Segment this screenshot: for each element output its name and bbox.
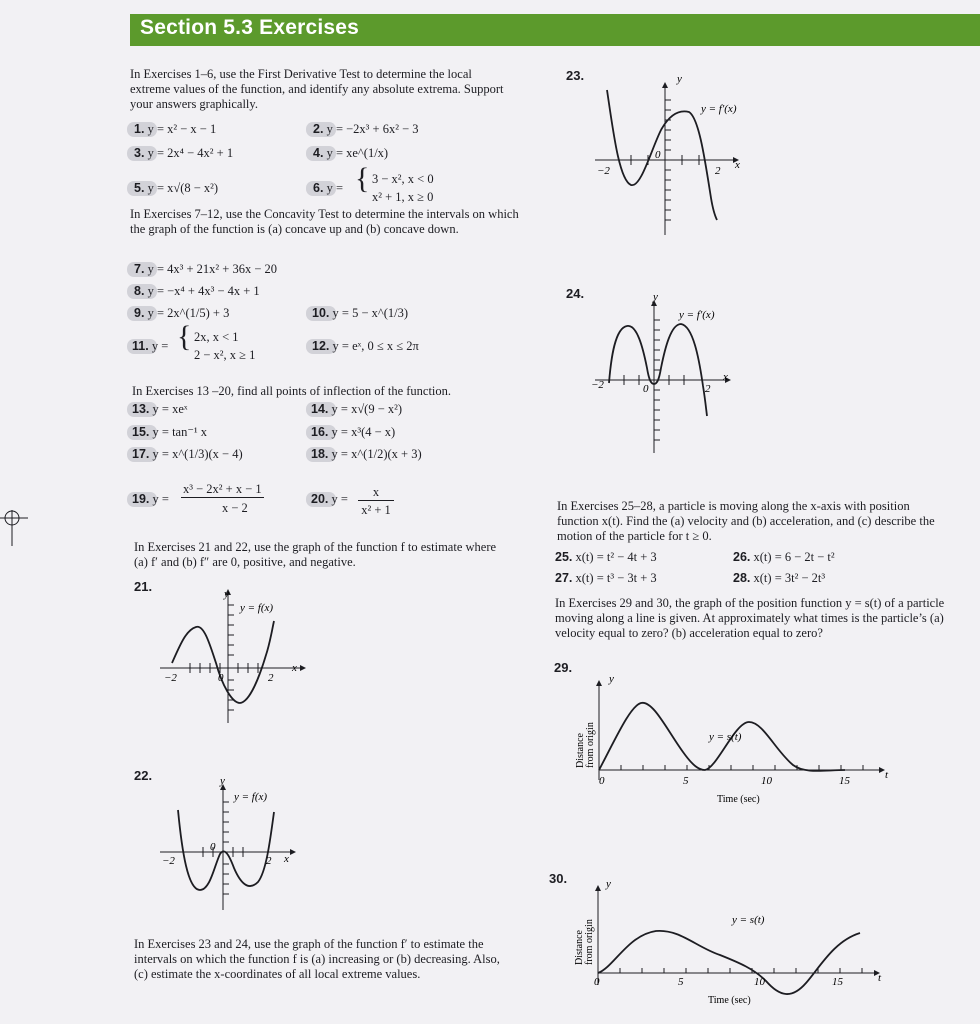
y-axis-title-1: Distance <box>574 930 585 965</box>
exercise-3: 3. y = 2x⁴ − 4x² + 1 <box>134 146 234 160</box>
tick-0: 0 <box>594 976 600 988</box>
tick-neg2: −2 <box>162 855 175 867</box>
t-label: t <box>885 769 889 781</box>
exercise-11-piece-2: 2 − x², x ≥ 1 <box>194 348 256 362</box>
exercise-18: 18. y = x^(1/2)(x + 3) <box>311 447 422 461</box>
y-axis-title-2: from origin <box>585 722 596 768</box>
exercise-20: 20. y = <box>311 492 348 506</box>
x-label: x <box>284 853 289 865</box>
ticks <box>190 605 258 710</box>
exercise-28: 28. x(t) = 3t² − 2t³ <box>733 571 826 585</box>
tick-0: 0 <box>655 149 661 161</box>
exercise-20-numerator: x <box>358 485 394 501</box>
x-label: x <box>292 662 297 674</box>
curve-label: y = f′(x) <box>679 309 715 321</box>
graph-30 <box>570 877 890 1017</box>
curve-label: y = f(x) <box>240 602 274 614</box>
exercise-22-label: 22. <box>134 768 153 783</box>
exercise-19: 19. y = <box>132 492 169 506</box>
section-title: Section 5.3 Exercises <box>140 16 359 39</box>
instructions-7-12: In Exercises 7–12, use the Concavity Test to determine the intervals on which the graph of the function is (a) concave up and (b) concave down. <box>130 207 519 236</box>
exercise-19-denominator: x − 2 <box>222 501 248 515</box>
curve-label: y = f(x) <box>234 791 268 803</box>
y-label: y <box>677 73 682 85</box>
tick-0: 0 <box>218 672 224 684</box>
exercise-21-label: 21. <box>134 579 153 594</box>
y-arrow <box>596 680 602 686</box>
x-arrow <box>300 665 306 671</box>
ticks <box>620 968 862 973</box>
exercise-6-piece-2: x² + 1, x ≥ 0 <box>372 190 434 204</box>
y-label: y <box>606 878 611 890</box>
exercise-6-piece-1: 3 − x², x < 0 <box>372 172 434 186</box>
exercise-15: 15. y = tan⁻¹ x <box>132 425 208 439</box>
exercise-1: 1. y = x² − x − 1 <box>134 122 217 136</box>
curve-label: y = f′(x) <box>701 103 737 115</box>
tick-neg2: −2 <box>597 165 610 177</box>
exercise-16: 16. y = x³(4 − x) <box>311 425 396 439</box>
t-axis-title: Time (sec) <box>717 794 760 805</box>
instructions-13-20: In Exercises 13 –20, find all points of inflection of the function. <box>132 384 452 398</box>
curve-s <box>598 931 860 994</box>
x-arrow <box>290 849 296 855</box>
instructions-29-30: In Exercises 29 and 30, the graph of the position function y = s(t) of a particle moving along a line is given. At approximately what times is the particle’s (a) velocity equal to zero? (b) acceleration equal to zero? <box>555 596 945 640</box>
x-label: x <box>723 371 728 383</box>
exercise-11: 11. y = <box>132 339 169 353</box>
tick-15: 15 <box>839 775 850 787</box>
exercise-13: 13. y = xeˣ <box>132 402 188 416</box>
t-axis-title: Time (sec) <box>708 995 751 1006</box>
y-axis-title-1: Distance <box>575 733 586 768</box>
graph-23 <box>585 70 755 245</box>
curve-label: y = s(t) <box>709 731 742 743</box>
instructions-21-22: In Exercises 21 and 22, use the graph of the function f to estimate where (a) f′ and (b) f″ are 0, positive, and negative. <box>134 540 497 569</box>
tick-2: 2 <box>705 383 711 395</box>
instructions-25-28: In Exercises 25–28, a particle is moving along the x-axis with position function x(t). Find the (a) velocity and (b) acceleration, and (c) describe the motion of the particle for t ≥ 0. <box>557 499 935 543</box>
exercise-12: 12. y = eˣ, 0 ≤ x ≤ 2π <box>312 339 419 353</box>
graph-22 <box>150 772 310 912</box>
exercise-19-numerator: x³ − 2x² + x − 1 <box>183 482 262 496</box>
exercise-20-denominator: x² + 1 <box>361 503 391 517</box>
y-arrow <box>662 82 668 88</box>
tick-10: 10 <box>754 976 765 988</box>
tick-neg2: −2 <box>164 672 177 684</box>
tick-0: 0 <box>210 841 216 853</box>
exercise-5: 5. y = x√(8 − x²) <box>134 181 219 195</box>
t-label: t <box>878 972 882 984</box>
instructions-1-6: In Exercises 1–6, use the First Derivative Test to determine the local extreme values of the function, and identify any absolute extrema. Support your answers graphically. <box>130 67 504 111</box>
exercise-6: 6. y = <box>313 181 343 195</box>
graph-29 <box>575 670 895 810</box>
exercise-7: 7. y = 4x³ + 21x² + 36x − 20 <box>134 262 278 276</box>
tick-neg2: −2 <box>591 379 604 391</box>
exercise-4: 4. y = xe^(1/x) <box>313 146 389 160</box>
brace: { <box>177 320 192 353</box>
y-label: y <box>224 588 229 600</box>
y-arrow <box>595 885 601 891</box>
exercise-8: 8. y = −x⁴ + 4x³ − 4x + 1 <box>134 284 260 298</box>
tick-2: 2 <box>715 165 721 177</box>
instructions-23-24: In Exercises 23 and 24, use the graph of the function f′ to estimate the intervals on which the function f is (a) increasing or (b) decreasing. Also, (c) estimate the x-coordinates of all local extreme values. <box>134 937 500 981</box>
tick-10: 10 <box>761 775 772 787</box>
exercise-17: 17. y = x^(1/3)(x − 4) <box>132 447 243 461</box>
y-label: y <box>653 291 658 303</box>
tick-0: 0 <box>599 775 605 787</box>
exercise-9: 9. y = 2x^(1/5) + 3 <box>134 306 230 320</box>
exercise-2: 2. y = −2x³ + 6x² − 3 <box>313 122 419 136</box>
tick-15: 15 <box>832 976 843 988</box>
x-label: x <box>735 159 740 171</box>
tick-5: 5 <box>683 775 689 787</box>
exercise-25: 25. x(t) = t² − 4t + 3 <box>555 550 657 564</box>
curve-label: y = s(t) <box>732 914 765 926</box>
y-axis-title-2: from origin <box>584 919 595 965</box>
brace: { <box>355 162 370 195</box>
tick-0: 0 <box>643 383 649 395</box>
exercise-27: 27. x(t) = t³ − 3t + 3 <box>555 571 657 585</box>
exercise-24-label: 24. <box>566 286 585 301</box>
ticks <box>621 765 863 770</box>
exercise-30-label: 30. <box>549 871 568 886</box>
graph-21 <box>150 585 310 725</box>
graph-24 <box>585 288 755 463</box>
exercise-23-label: 23. <box>566 68 585 83</box>
tick-2: 2 <box>268 672 274 684</box>
exercise-10: 10. y = 5 − x^(1/3) <box>312 306 409 320</box>
y-label: y <box>609 673 614 685</box>
registration-mark <box>0 510 40 550</box>
exercise-29-label: 29. <box>554 660 573 675</box>
tick-5: 5 <box>678 976 684 988</box>
exercise-26: 26. x(t) = 6 − 2t − t² <box>733 550 835 564</box>
tick-2: 2 <box>266 855 272 867</box>
exercise-11-piece-1: 2x, x < 1 <box>194 330 239 344</box>
exercise-14: 14. y = x√(9 − x²) <box>311 402 403 416</box>
y-label: y <box>220 775 225 787</box>
curve-f <box>172 621 274 703</box>
